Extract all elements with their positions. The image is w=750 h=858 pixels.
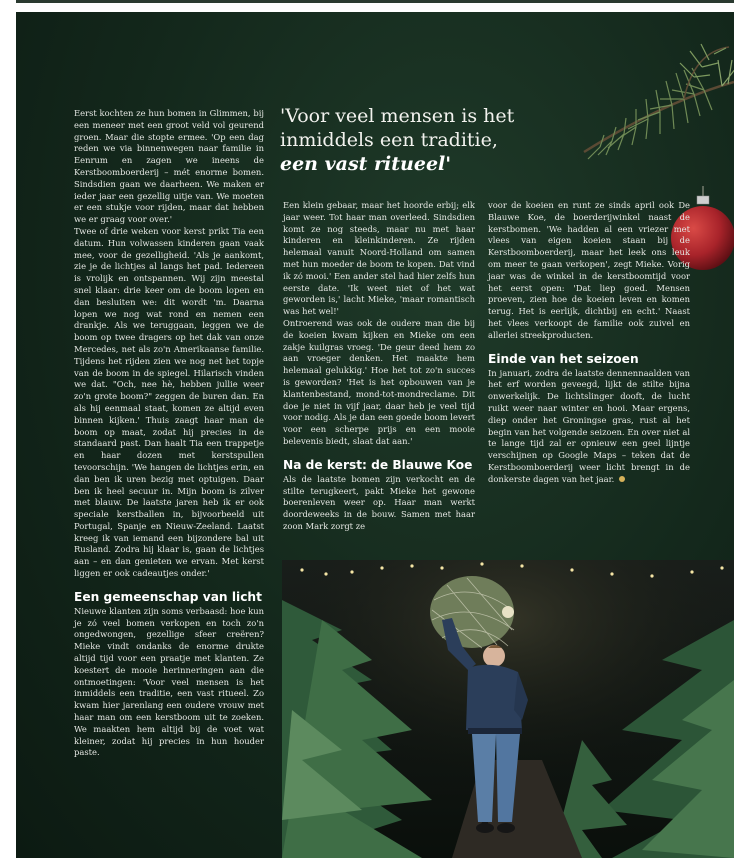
pine-branch-icon <box>544 42 734 182</box>
paragraph: Nieuwe klanten zijn soms verbaasd: hoe kun je zó veel bomen verkopen en toch zo'n ongedwongen, gezellige sfeer creëren? Mieke vindt ondanks de enorme drukte altijd tijd voor een praatje met klanten. Ze koestert de mooie herinneringen aan die ontmoetingen: 'Voor veel mensen is het inmiddels een traditie, een vast ritueel. Zo kwam hier jarenlang een oudere vrouw met haar man om een kerstboom uit te zoeken. We maakten hem altijd bij de voet wat kleiner, zodat hij precies in hun houder paste. <box>74 605 264 758</box>
paragraph: Als de laatste bomen zijn verkocht en de stilte terugkeert, pakt Mieke het gewone boerenleven weer op. Haar man werkt doordeweeks in de bouw. Samen met haar zoon Mark zorgt ze <box>283 473 475 531</box>
article-column-3 <box>488 200 690 486</box>
pull-quote-emphasis: een vast ritueel' <box>280 153 452 175</box>
end-mark-icon <box>619 476 625 482</box>
previous-page-edge <box>16 0 734 3</box>
paragraph-text: In januari, zodra de laatste dennennaalden van het erf worden geveegd, lijkt de stilte bijna onwerkelijk. De lichtslinger dooft, de lucht ruikt weer naar winter en hooi. Maar ergens, diep onder het Groningse gras, rust al het begin van het volgende seizoen. En over niet al te lange tijd zal er opnieuw een geel lijntje verschijnen op Google Maps – teken dat de Kerstboomboerderij weer licht brengt in de donkerste dagen van het jaar. <box>488 367 690 484</box>
paragraph: voor de koeien en runt ze sinds april ook De Blauwe Koe, de boerderijwinkel naast de kerstbomen. 'We hadden al een vriezer met vlees van eigen koeien staan bij de Kerstboomboerderij, maar het leek ons leuk om meer te gaan verkopen', zegt Mieke. Vorig jaar was de winkel in de kerstboomtijd voor het eerst open: 'Dat liep goed. Mensen proeven, zien hoe de koeien leven en komen terug. Het is eerlijk, dichtbij en echt.' Naast het vlees verkoopt de familie ook zuivel en allerlei streekproducten. <box>488 200 690 340</box>
article-column-2 <box>283 200 475 533</box>
section-heading-blauwe-koe: Na de kerst: de Blauwe Koe <box>283 457 473 472</box>
paragraph: Eerst kochten ze hun bomen in Glimmen, bij een meneer met een groot veld vol geurend groen. Maar die stopte ermee. 'Op een dag reden we via binnenwegen naar familie in Eenrum en zagen we ineens de Kerstboomboerderij – mét enorme bomen. Sindsdien gaan we daarheen. We maken er ieder jaar een gezellig uitje van. We moeten er een stukje voor rijden, maar dat hebben we er graag voor over.' <box>74 108 264 225</box>
paragraph: Twee of drie weken voor kerst prikt Tia een datum. Hun volwassen kinderen gaan vaak mee, voor de gezelligheid. 'Als je aankomt, zie je de lichtjes al langs het pad. Iedereen is vrolijk en ontspannen. Wij zijn meestal snel klaar: drie keer om de boom lopen en dan besluiten we: dit wordt 'm. Daarna lopen we nog wat rond en nemen een drankje. Als we teruggaan, leggen we de boom op twee dragers op het dak van onze Mercedes, net als zo'n Amerikaanse familie. Tijdens het rijden zien we nog net het topje van de boom in de spiegel. Hilarisch vinden we dat. "Och, nee hè, hebben jullie weer zo'n grote boom?" zeggen de buren dan. En als hij eenmaal staat, komen ze altijd even binnen kijken.' Thuis zaagt haar man de boom op maat, zodat hij precies in de standaard past. Dan haalt Tia een trappetje en haar dozen met kerstspullen tevoorschijn. 'We hangen de lichtjes erin, en dan ben ik uren bezig met optuigen. Daar ben ik heel secuur in. Mijn boom is zilver met blauw. De laatste jaren heb ik er ook speciale kerstballen in, bijvoorbeeld uit Portugal, Spanje en Nieuw-Zeeland. Laatst kreeg ik van iemand een bijzondere bal uit Rusland. Zodra hij klaar is, gaan de lichtjes aan – en dan genieten we ervan. Met kerst liggen er ook cadeautjes onder.' <box>74 225 264 579</box>
paragraph <box>488 368 690 486</box>
article-column-1 <box>74 108 264 759</box>
section-heading-season-end: Einde van het seizoen <box>488 351 639 366</box>
section-heading-community: Een gemeenschap van licht <box>74 589 262 604</box>
pull-quote <box>280 104 570 176</box>
magazine-page <box>16 12 734 858</box>
photo-man-carrying-tree <box>282 560 734 858</box>
pull-quote-text: 'Voor veel mensen is het inmiddels een traditie, <box>280 105 515 151</box>
paragraph: Ontroerend was ook de oudere man die bij de koeien kwam kijken en Mieke om een zakje kuilgras vroeg. 'De geur deed hem zo aan vroeger denken. Het maakte hem helemaal gelukkig.' Hoe het tot zo'n succes is geworden? 'Het is het opbouwen van je klantenbestand, mond-tot-mondreclame. Dit doe je niet in vijf jaar, daar heb je veel tijd voor nodig. Als je dan een goede boom levert voor een scherpe prijs en een mooie belevenis biedt, slaat dat aan.' <box>283 317 476 446</box>
paragraph: Een klein gebaar, maar het hoorde erbij; elk jaar weer. Tot haar man overleed. Sindsdien komt ze nog steeds, maar nu met haar kinderen en kleinkinderen. Ze rijden helemaal vanuit Noord-Holland om samen met hun moeder de boom te kopen. Dat vind ik zó mooi.' Een ander stel had hier zelfs hun eerste date. 'Ik weet niet of het wat geworden is,' lacht Mieke, 'maar romantisch was het wel!' <box>283 200 475 317</box>
